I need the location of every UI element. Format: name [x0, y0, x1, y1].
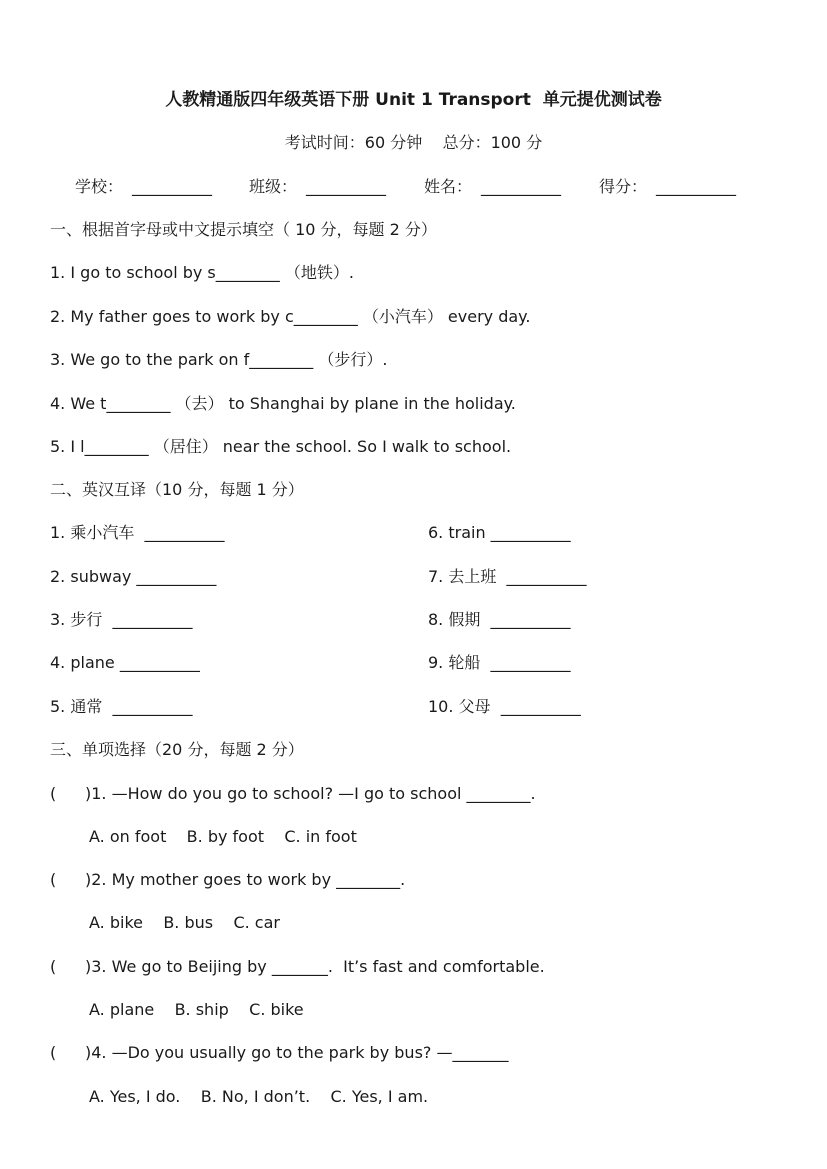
answer-paren: (: [50, 784, 57, 803]
section1-item: 2. My father goes to work by c________ （小汽车） every day.: [50, 307, 531, 326]
section3-heading: 三、单项选择（20 分，每题 2 分）: [50, 740, 304, 759]
question-options: A. plane B. ship C. bike: [89, 1000, 304, 1019]
exam-info: 考试时间：60 分钟 总分：100 分: [284, 133, 543, 152]
name-blank[interactable]: __________: [481, 177, 561, 196]
section1-item: 1. I go to school by s________ （地铁）.: [50, 263, 354, 282]
answer-paren: (: [50, 1043, 57, 1062]
section2-heading: 二、英汉互译（10 分，每题 1 分）: [50, 480, 304, 499]
section1-item: 3. We go to the park on f________ （步行）.: [50, 350, 388, 369]
question-options: A. bike B. bus C. car: [89, 913, 280, 932]
section1-item: 5. I l________ （居住） near the school. So I walk to school.: [50, 437, 512, 456]
school-blank[interactable]: __________: [132, 177, 212, 196]
class-label: 班级：: [249, 177, 298, 196]
answer-paren: (: [50, 870, 57, 889]
score-label: 得分：: [599, 177, 648, 196]
answer-paren: (: [50, 957, 57, 976]
translate-item: 3. 步行 __________: [50, 610, 193, 629]
translate-item: 2. subway __________: [50, 567, 217, 586]
question-options: A. Yes, I do. B. No, I don’t. C. Yes, I am.: [89, 1087, 429, 1106]
translate-item: 5. 通常 __________: [50, 697, 193, 716]
translate-item: 7. 去上班 __________: [428, 567, 587, 586]
translate-item: 1. 乘小汽车 __________: [50, 523, 225, 542]
section1-heading: 一、根据首字母或中文提示填空（ 10 分，每题 2 分）: [50, 220, 437, 239]
translate-item: 9. 轮船 __________: [428, 653, 571, 672]
score-blank[interactable]: __________: [656, 177, 736, 196]
section1-item: 4. We t________ （去） to Shanghai by plane in the holiday.: [50, 394, 516, 413]
question-stem: )2. My mother goes to work by ________.: [85, 870, 406, 889]
translate-item: 8. 假期 __________: [428, 610, 571, 629]
question-stem: )4. —Do you usually go to the park by bus? —_______: [85, 1043, 509, 1062]
school-label: 学校：: [75, 177, 124, 196]
translate-item: 6. train __________: [428, 523, 571, 542]
page-title: 人教精通版四年级英语下册 Unit 1 Transport 单元提优测试卷: [165, 90, 662, 110]
question-stem: )3. We go to Beijing by _______. It’s fast and comfortable.: [85, 957, 545, 976]
name-label: 姓名：: [424, 177, 473, 196]
question-options: A. on foot B. by foot C. in foot: [89, 827, 357, 846]
translate-item: 10. 父母 __________: [428, 697, 581, 716]
class-blank[interactable]: __________: [306, 177, 386, 196]
question-stem: )1. —How do you go to school? —I go to school ________.: [85, 784, 536, 803]
translate-item: 4. plane __________: [50, 653, 200, 672]
